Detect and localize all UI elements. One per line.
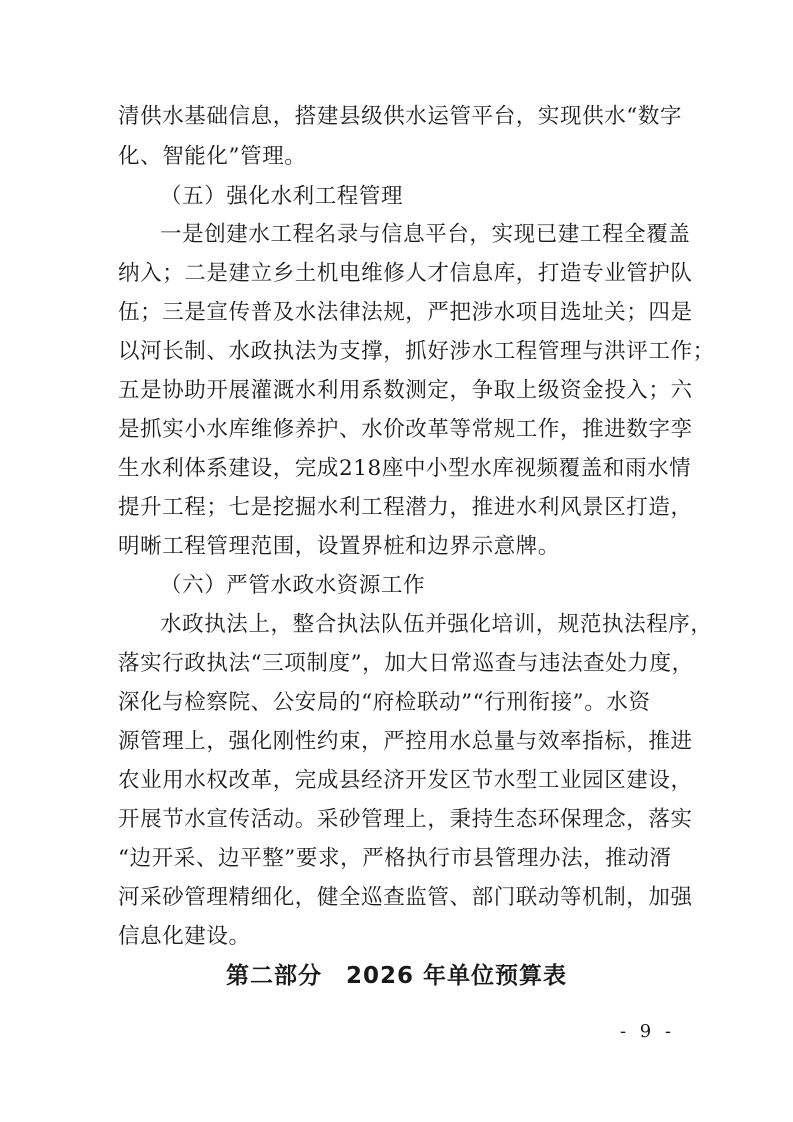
- section-heading-6: （六）严管水政水资源工作: [160, 573, 426, 598]
- paragraph-line: 源管理上，强化刚性约束，严控用水总量与效率指标，推进: [118, 729, 693, 754]
- paragraph-line: 落实行政执法“三项制度”，加大日常巡查与违法查处力度，: [118, 651, 694, 676]
- paragraph-line: 水政执法上，整合执法队伍并强化培训，规范执法程序，: [160, 612, 713, 637]
- paragraph-line: “边开采、边平整”要求，严格执行市县管理办法，推动湑: [118, 846, 672, 871]
- paragraph-line: 生水利体系建设，完成218座中小型水库视频覆盖和雨水情: [118, 456, 692, 481]
- paragraph-line: 五是协助开展灌溉水利用系数测定，争取上级资金投入；六: [118, 378, 693, 403]
- paragraph-line: 伍；三是宣传普及水法律法规，严把涉水项目选址关；四是: [118, 300, 693, 325]
- page-number: - 9 -: [619, 1021, 675, 1042]
- paragraph-line: 是抓实小水库维修养护、水价改革等常规工作，推进数字孪: [118, 417, 693, 442]
- paragraph-line: 河采砂管理精细化，健全巡查监管、部门联动等机制，加强: [118, 885, 693, 910]
- paragraph-line: 清供水基础信息，搭建县级供水运管平台，实现供水“数字: [118, 104, 683, 129]
- part-title: 第二部分 2026 年单位预算表: [225, 963, 568, 989]
- paragraph-line: 明晰工程管理范围，设置界桩和边界示意牌。: [118, 534, 561, 559]
- paragraph-line: 一是创建水工程名录与信息平台，实现已建工程全覆盖: [160, 222, 691, 247]
- paragraph-line: 以河长制、水政执法为支撑，抓好涉水工程管理与洪评工作；: [118, 339, 715, 364]
- paragraph-line: 深化与检察院、公安局的“府检联动”“行刑衔接”。水资: [118, 690, 651, 715]
- paragraph-line: 纳入；二是建立乡土机电维修人才信息库，打造专业管护队: [118, 261, 693, 286]
- section-heading-5: （五）强化水利工程管理: [160, 184, 404, 209]
- paragraph-line: 开展节水宣传活动。采砂管理上，秉持生态环保理念，落实: [118, 807, 693, 832]
- paragraph-line: 农业用水权改革，完成县经济开发区节水型工业园区建设，: [118, 768, 693, 793]
- paragraph-line: 化、智能化”管理。: [118, 144, 307, 169]
- paragraph-line: 信息化建设。: [118, 924, 251, 949]
- paragraph-line: 提升工程；七是挖掘水利工程潜力，推进水利风景区打造，: [118, 495, 693, 520]
